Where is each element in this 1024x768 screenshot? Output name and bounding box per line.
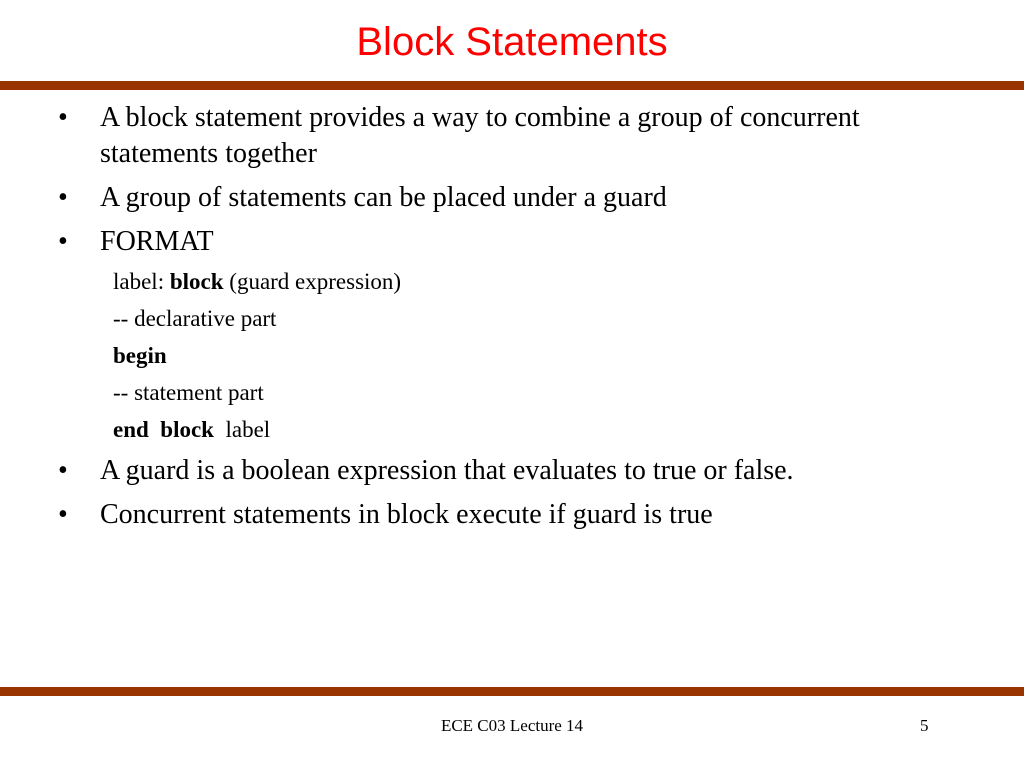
bullet-marker: • (58, 182, 68, 213)
bullet-marker: • (58, 455, 68, 486)
format-line (58, 416, 958, 444)
slide-content (58, 100, 958, 541)
bullet-marker: • (58, 499, 68, 530)
format-line (58, 379, 958, 407)
format-text: label: (113, 269, 170, 294)
bottom-divider (0, 687, 1024, 696)
bullet-text: FORMAT (100, 226, 214, 257)
slide-title: Block Statements (356, 20, 668, 64)
bullet-item (58, 453, 958, 489)
bullet-text: Concurrent statements in block execute if guard is true (100, 499, 713, 530)
format-block (58, 268, 958, 444)
format-line (58, 268, 958, 296)
bullet-item (58, 224, 958, 260)
bullet-text: A group of statements can be placed under a guard (100, 182, 667, 213)
footer-text: ECE C03 Lecture 14 (440, 716, 584, 735)
bullet-item (58, 100, 958, 172)
format-text: label (225, 417, 271, 442)
top-divider (0, 81, 1024, 90)
bullet-item (58, 497, 958, 533)
bullet-text: A block statement provides a way to combine a group of concurrent statements together (100, 102, 860, 169)
bullet-item (58, 180, 958, 216)
format-keyword: begin (113, 343, 167, 368)
format-keyword: block (169, 269, 224, 294)
bullet-text: A guard is a boolean expression that evaluates to true or false. (100, 455, 794, 486)
format-keyword: end (113, 417, 149, 442)
format-keyword: block (160, 417, 214, 442)
format-text: -- statement part (113, 380, 264, 405)
format-text: (guard expression) (223, 269, 402, 294)
format-text: -- declarative part (113, 306, 277, 331)
bullet-marker: • (58, 102, 68, 133)
page-number: 5 (920, 716, 929, 735)
format-line (58, 305, 958, 333)
bullet-marker: • (58, 226, 68, 257)
format-line (58, 342, 958, 370)
